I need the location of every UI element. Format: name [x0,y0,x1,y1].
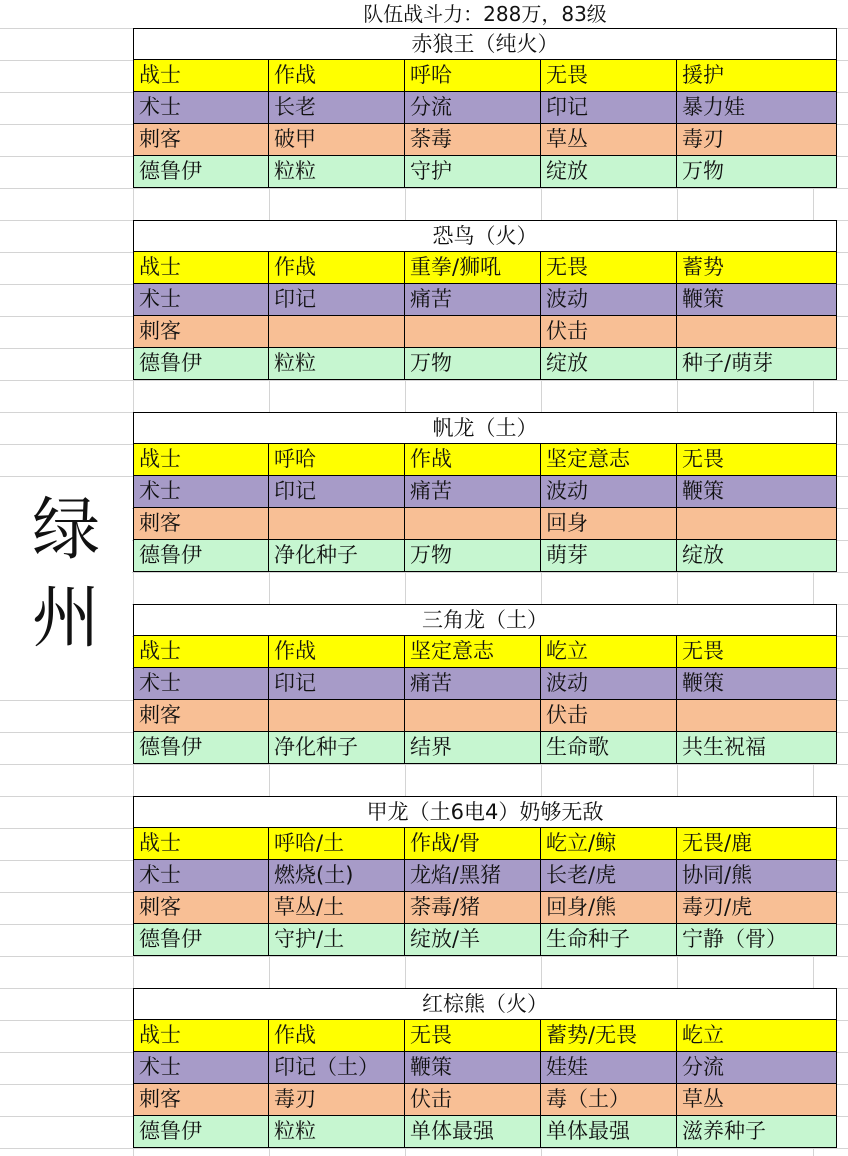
skill-cell[interactable]: 坚定意志 [405,636,541,668]
region-label-char-1: 绿 [31,491,100,570]
skill-cell[interactable]: 鞭策 [677,284,837,316]
warlock-row [133,1052,837,1084]
skill-cell[interactable]: 荼毒/猪 [405,892,541,924]
skill-cell[interactable]: 草丛/土 [269,892,405,924]
skill-cell[interactable]: 万物 [405,348,541,380]
skill-cell[interactable]: 波动 [541,476,677,508]
skill-cell[interactable]: 无畏 [405,1020,541,1052]
skill-cell[interactable]: 种子/萌芽 [677,348,837,380]
skill-cell[interactable]: 鞭策 [677,668,837,700]
skill-cell[interactable]: 毒刃 [677,124,837,156]
skill-cell[interactable]: 屹立 [541,636,677,668]
skill-cell[interactable]: 印记 [269,284,405,316]
class-name-cell[interactable]: 刺客 [133,700,269,732]
class-name-cell[interactable]: 术士 [133,668,269,700]
skill-cell[interactable]: 波动 [541,668,677,700]
skill-cell[interactable]: 重拳/狮吼 [405,252,541,284]
class-name-cell[interactable]: 德鲁伊 [133,732,269,764]
skill-cell[interactable]: 粒粒 [269,1116,405,1148]
team-table [133,796,837,956]
skill-cell[interactable] [405,700,541,732]
class-name-cell[interactable]: 术士 [133,1052,269,1084]
team-table [133,412,837,572]
skill-cell[interactable]: 万物 [677,156,837,188]
class-name-cell[interactable]: 战士 [133,60,269,92]
class-name-cell[interactable]: 战士 [133,828,269,860]
skill-cell[interactable]: 屹立 [677,1020,837,1052]
skill-cell[interactable]: 万物 [405,540,541,572]
class-name-cell[interactable]: 战士 [133,636,269,668]
skill-cell[interactable]: 坚定意志 [541,444,677,476]
skill-cell[interactable]: 呼哈/土 [269,828,405,860]
team-power-header[interactable]: 队伍战斗力：288万，83级 [133,0,837,28]
skill-cell[interactable]: 绽放/羊 [405,924,541,956]
class-name-cell[interactable]: 德鲁伊 [133,348,269,380]
skill-cell[interactable]: 绽放 [541,348,677,380]
skill-cell[interactable]: 单体最强 [405,1116,541,1148]
skill-cell[interactable]: 结界 [405,732,541,764]
skill-cell[interactable]: 波动 [541,284,677,316]
skill-cell[interactable]: 协同/熊 [677,860,837,892]
team-title-cell[interactable]: 红棕熊（火） [133,988,837,1020]
skill-cell[interactable]: 毒刃 [269,1084,405,1116]
skill-cell[interactable]: 痛苦 [405,668,541,700]
assassin-row [133,700,837,732]
skill-cell[interactable]: 草丛 [677,1084,837,1116]
class-name-cell[interactable]: 术士 [133,284,269,316]
skill-cell[interactable]: 草丛 [541,124,677,156]
skill-cell[interactable]: 守护 [405,156,541,188]
skill-cell[interactable]: 毒（土） [541,1084,677,1116]
skill-cell[interactable]: 破甲 [269,124,405,156]
skill-cell[interactable] [269,700,405,732]
skill-cell[interactable]: 单体最强 [541,1116,677,1148]
warrior-row [133,252,837,284]
skill-cell[interactable] [269,316,405,348]
skill-cell[interactable]: 萌芽 [541,540,677,572]
skill-cell[interactable]: 燃烧(土) [269,860,405,892]
warrior-row [133,444,837,476]
skill-cell[interactable]: 援护 [677,60,837,92]
class-name-cell[interactable]: 战士 [133,1020,269,1052]
class-name-cell[interactable]: 刺客 [133,508,269,540]
skill-cell[interactable]: 印记 [269,476,405,508]
skill-cell[interactable]: 屹立/鲸 [541,828,677,860]
skill-cell[interactable]: 长老/虎 [541,860,677,892]
class-name-cell[interactable]: 德鲁伊 [133,1116,269,1148]
skill-cell[interactable]: 粒粒 [269,156,405,188]
region-label [0,480,132,670]
skill-cell[interactable]: 宁静（骨） [677,924,837,956]
skill-cell[interactable]: 荼毒 [405,124,541,156]
skill-cell[interactable]: 暴力娃 [677,92,837,124]
skill-cell[interactable]: 无畏/鹿 [677,828,837,860]
skill-cell[interactable]: 伏击 [541,700,677,732]
skill-cell[interactable]: 生命种子 [541,924,677,956]
skill-cell[interactable] [677,316,837,348]
skill-cell[interactable]: 无畏 [677,444,837,476]
skill-cell[interactable]: 毒刃/虎 [677,892,837,924]
class-name-cell[interactable]: 战士 [133,252,269,284]
warrior-row [133,828,837,860]
skill-cell[interactable]: 印记（土） [269,1052,405,1084]
warlock-row [133,284,837,316]
skill-cell[interactable]: 回身 [541,508,677,540]
druid-row [133,540,837,572]
skill-cell[interactable]: 呼哈 [405,60,541,92]
assassin-row [133,1084,837,1116]
team-title-cell[interactable]: 恐鸟（火） [133,220,837,252]
druid-row [133,924,837,956]
skill-cell[interactable]: 作战 [269,636,405,668]
skill-cell[interactable] [677,700,837,732]
class-name-cell[interactable]: 术士 [133,860,269,892]
warlock-row [133,92,837,124]
skill-cell[interactable]: 净化种子 [269,732,405,764]
skill-cell[interactable]: 伏击 [405,1084,541,1116]
druid-row [133,1116,837,1148]
skill-cell[interactable]: 娃娃 [541,1052,677,1084]
skill-cell[interactable] [677,508,837,540]
team-title-cell[interactable]: 赤狼王（纯火） [133,28,837,60]
skill-cell[interactable]: 痛苦 [405,476,541,508]
class-name-cell[interactable]: 刺客 [133,892,269,924]
class-name-cell[interactable]: 刺客 [133,1084,269,1116]
druid-row [133,156,837,188]
skill-cell[interactable]: 作战/骨 [405,828,541,860]
warrior-row [133,60,837,92]
skill-cell[interactable] [405,508,541,540]
skill-cell[interactable]: 净化种子 [269,540,405,572]
skill-cell[interactable]: 长老 [269,92,405,124]
skill-cell[interactable]: 伏击 [541,316,677,348]
class-name-cell[interactable]: 德鲁伊 [133,156,269,188]
assassin-row [133,508,837,540]
skill-cell[interactable]: 作战 [269,60,405,92]
assassin-row [133,316,837,348]
assassin-row [133,892,837,924]
druid-row [133,732,837,764]
skill-cell[interactable]: 绽放 [677,540,837,572]
skill-cell[interactable]: 共生祝福 [677,732,837,764]
skill-cell[interactable]: 无畏 [541,60,677,92]
skill-cell[interactable]: 鞭策 [405,1052,541,1084]
warrior-row [133,636,837,668]
skill-cell[interactable]: 蓄势 [677,252,837,284]
skill-cell[interactable]: 印记 [269,668,405,700]
class-name-cell[interactable]: 德鲁伊 [133,540,269,572]
skill-cell[interactable]: 分流 [405,92,541,124]
class-name-cell[interactable]: 刺客 [133,124,269,156]
skill-cell[interactable] [269,508,405,540]
team-title-cell[interactable]: 帆龙（土） [133,412,837,444]
team-table [133,604,837,764]
skill-cell[interactable]: 回身/熊 [541,892,677,924]
skill-cell[interactable]: 滋养种子 [677,1116,837,1148]
skill-cell[interactable]: 无畏 [541,252,677,284]
skill-cell[interactable]: 痛苦 [405,284,541,316]
team-title-cell[interactable]: 甲龙（土6电4）奶够无敌 [133,796,837,828]
skill-cell[interactable]: 龙焰/黑猪 [405,860,541,892]
skill-cell[interactable]: 鞭策 [677,476,837,508]
class-name-cell[interactable]: 德鲁伊 [133,924,269,956]
skill-cell[interactable]: 呼哈 [269,444,405,476]
warrior-row [133,1020,837,1052]
skill-cell[interactable]: 分流 [677,1052,837,1084]
class-name-cell[interactable]: 战士 [133,444,269,476]
team-table [133,220,837,380]
skill-cell[interactable]: 作战 [405,444,541,476]
team-table [133,988,837,1148]
assassin-row [133,124,837,156]
skill-cell[interactable]: 印记 [541,92,677,124]
skill-cell[interactable]: 作战 [269,1020,405,1052]
skill-cell[interactable]: 作战 [269,252,405,284]
skill-cell[interactable]: 粒粒 [269,348,405,380]
team-title-cell[interactable]: 三角龙（土） [133,604,837,636]
skill-cell[interactable]: 生命歌 [541,732,677,764]
druid-row [133,348,837,380]
skill-cell[interactable]: 无畏 [677,636,837,668]
skill-cell[interactable]: 守护/土 [269,924,405,956]
team-table [133,28,837,188]
region-label-char-2: 州 [31,579,100,658]
class-name-cell[interactable]: 术士 [133,92,269,124]
warlock-row [133,668,837,700]
skill-cell[interactable]: 绽放 [541,156,677,188]
warlock-row [133,860,837,892]
warlock-row [133,476,837,508]
class-name-cell[interactable]: 术士 [133,476,269,508]
skill-cell[interactable] [405,316,541,348]
skill-cell[interactable]: 蓄势/无畏 [541,1020,677,1052]
class-name-cell[interactable]: 刺客 [133,316,269,348]
